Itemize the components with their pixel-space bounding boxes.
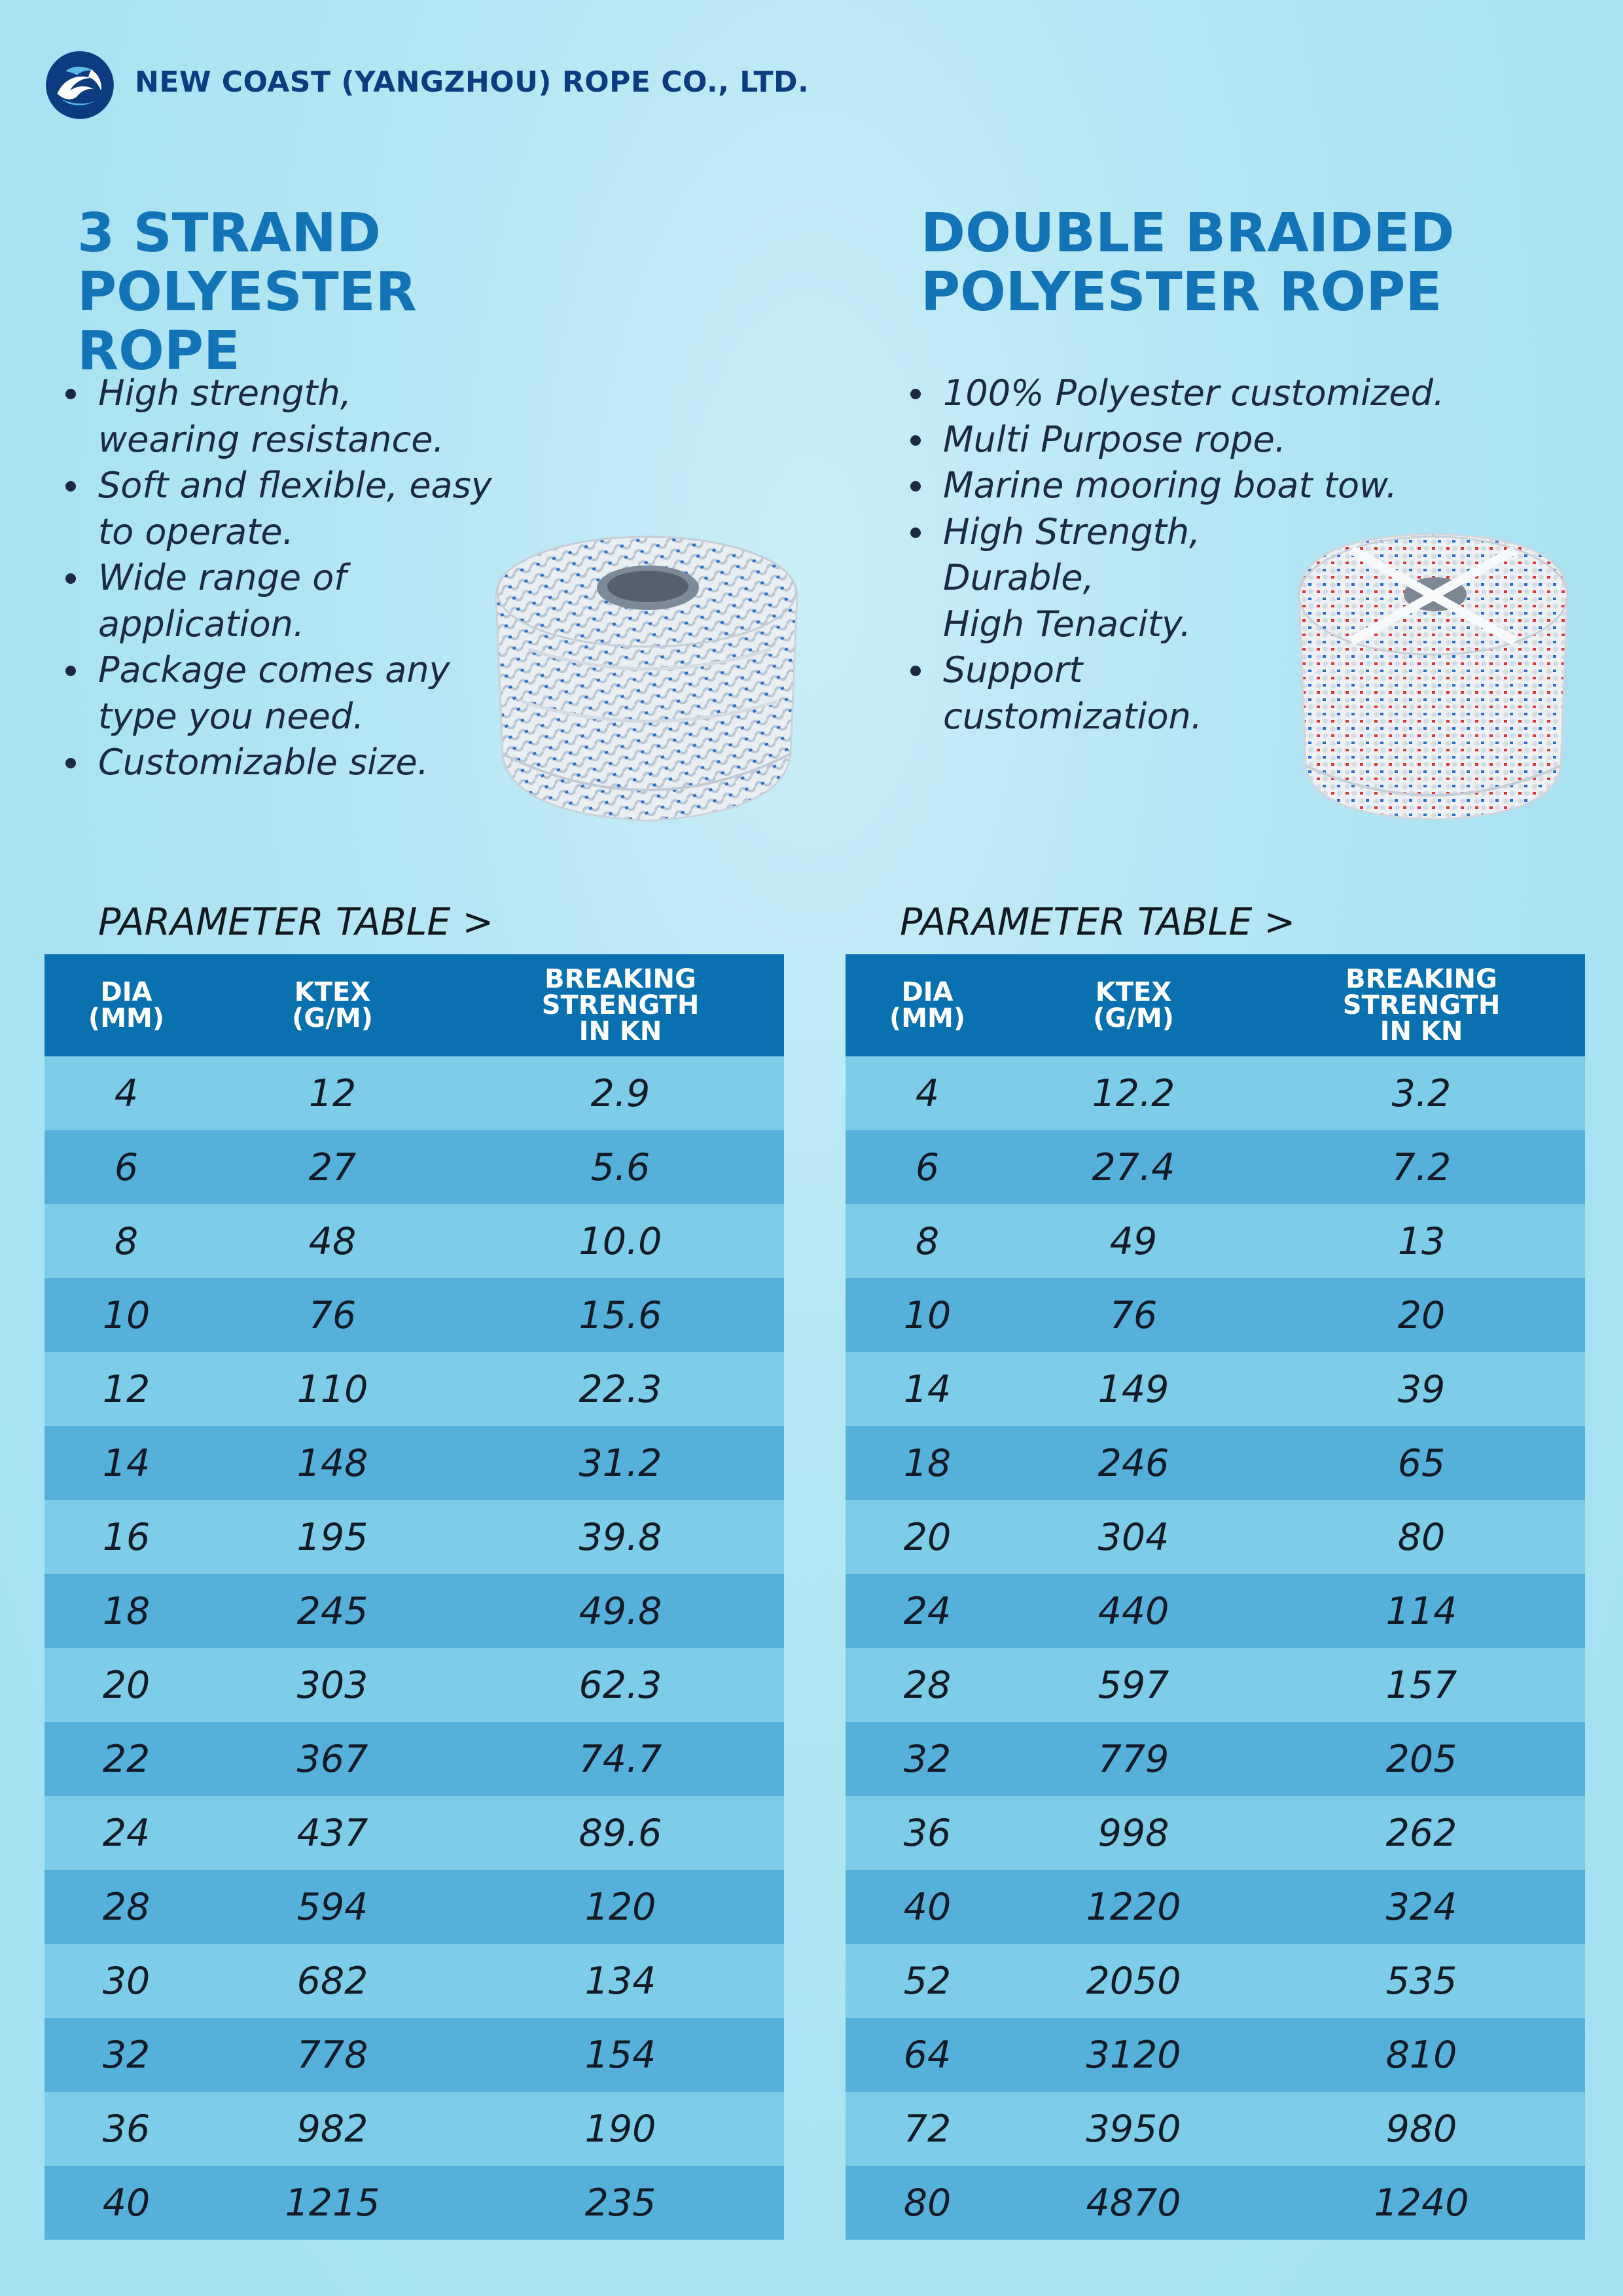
header-line: (MM) — [889, 1003, 966, 1033]
table-body — [846, 1056, 1585, 2240]
cell-ktex: 779 — [1097, 1737, 1169, 1781]
cell-breaking-strength: 980 — [1385, 2107, 1457, 2151]
cell-ktex: 245 — [296, 1589, 368, 1633]
feature-line: Durable, — [943, 557, 1094, 598]
table-row — [45, 2166, 784, 2240]
double-braided-rope-coil-image — [1286, 524, 1580, 825]
cell-breaking-strength: 535 — [1385, 1959, 1457, 2003]
table-row — [846, 1574, 1585, 1648]
table-row — [846, 2092, 1585, 2166]
cell-dia: 72 — [903, 2107, 952, 2151]
product-title-double-braided — [921, 204, 1575, 322]
cell-dia: 24 — [903, 1589, 952, 1633]
cell-ktex: 1215 — [285, 2181, 380, 2225]
cell-ktex: 49 — [1109, 1219, 1158, 1263]
cell-dia: 64 — [903, 2033, 952, 2077]
cell-breaking-strength: 1240 — [1374, 2181, 1469, 2225]
cell-ktex: 195 — [296, 1515, 368, 1559]
cell-dia: 20 — [102, 1663, 151, 1707]
cell-dia: 8 — [915, 1219, 940, 1263]
feature-line: High Strength, — [943, 511, 1201, 552]
header-line: (MM) — [88, 1003, 165, 1033]
cell-ktex: 148 — [296, 1441, 368, 1485]
feature-item — [64, 463, 509, 555]
three-strand-rope-coil-image — [476, 518, 817, 826]
feature-item — [909, 463, 1498, 509]
cell-ktex: 76 — [1109, 1293, 1158, 1337]
table-row — [846, 2018, 1585, 2092]
cell-dia: 30 — [102, 1959, 151, 2003]
feature-line: Customizable size. — [98, 742, 429, 783]
cell-ktex: 110 — [296, 1367, 368, 1411]
cell-breaking-strength: 65 — [1397, 1441, 1446, 1485]
table-row — [846, 1722, 1585, 1796]
cell-ktex: 27.4 — [1092, 1145, 1175, 1189]
header-line: (G/M) — [1093, 1003, 1174, 1033]
cell-dia: 14 — [102, 1441, 151, 1485]
cell-breaking-strength: 120 — [584, 1885, 656, 1929]
feature-line: type you need. — [98, 695, 365, 737]
table-row — [45, 1796, 784, 1870]
feature-line: Multi Purpose rope. — [943, 418, 1286, 460]
cell-dia: 36 — [903, 1811, 952, 1855]
cell-ktex: 982 — [296, 2107, 368, 2151]
table-row — [45, 1500, 784, 1574]
table-row — [846, 1278, 1585, 1352]
feature-line: Package comes any — [98, 649, 450, 691]
cell-breaking-strength: 20 — [1397, 1293, 1446, 1337]
cell-breaking-strength: 235 — [584, 2181, 656, 2225]
table-row — [45, 1352, 784, 1426]
cell-breaking-strength: 89.6 — [579, 1811, 662, 1855]
table-row — [45, 1870, 784, 1944]
cell-dia: 40 — [102, 2181, 151, 2225]
title-line: DOUBLE BRAIDED — [921, 202, 1455, 264]
table-row — [846, 1870, 1585, 1944]
cell-breaking-strength: 49.8 — [579, 1589, 662, 1633]
cell-dia: 6 — [114, 1145, 139, 1189]
cell-breaking-strength: 74.7 — [579, 1737, 662, 1781]
cell-breaking-strength: 15.6 — [579, 1293, 662, 1337]
table-header — [45, 954, 784, 1056]
cell-breaking-strength: 7.2 — [1391, 1145, 1452, 1189]
cell-breaking-strength: 154 — [584, 2033, 656, 2077]
cell-breaking-strength: 2.9 — [590, 1071, 651, 1115]
cell-ktex: 682 — [296, 1959, 368, 2003]
cell-dia: 24 — [102, 1811, 151, 1855]
cell-ktex: 778 — [296, 2033, 368, 2077]
cell-breaking-strength: 324 — [1385, 1885, 1457, 1929]
cell-dia: 20 — [903, 1515, 952, 1559]
cell-dia: 10 — [102, 1293, 151, 1337]
header-line: IN KN — [1380, 1016, 1463, 1047]
cell-ktex: 304 — [1097, 1515, 1169, 1559]
cell-ktex: 12.2 — [1092, 1071, 1175, 1115]
cell-dia: 80 — [903, 2181, 952, 2225]
cell-ktex: 3120 — [1086, 2033, 1181, 2077]
header-line: DIA — [100, 977, 152, 1007]
feature-line: wearing resistance. — [98, 418, 444, 460]
title-line: 3 STRAND POLYESTER — [77, 202, 417, 323]
header-line: DIA — [901, 977, 954, 1007]
feature-line: Marine mooring boat tow. — [943, 465, 1397, 506]
header-line: (G/M) — [292, 1003, 373, 1033]
feature-item — [64, 370, 509, 463]
table-row — [846, 2166, 1585, 2240]
cell-ktex: 437 — [296, 1811, 368, 1855]
feature-line: Soft and flexible, easy — [98, 465, 492, 506]
feature-item — [909, 417, 1498, 463]
cell-ktex: 48 — [308, 1219, 357, 1263]
table-row — [45, 2092, 784, 2166]
cell-breaking-strength: 157 — [1385, 1663, 1457, 1707]
cell-dia: 6 — [915, 1145, 940, 1189]
cell-breaking-strength: 5.6 — [590, 1145, 651, 1189]
cell-ktex: 2050 — [1086, 1959, 1181, 2003]
table-row — [45, 1204, 784, 1278]
header-breaking-strength — [1258, 954, 1585, 1056]
cell-ktex: 1220 — [1086, 1885, 1181, 1929]
table-row — [846, 1056, 1585, 1130]
cell-dia: 14 — [903, 1367, 952, 1411]
cell-dia: 16 — [102, 1515, 151, 1559]
feature-item — [64, 647, 509, 740]
header-line: BREAKING — [1346, 964, 1497, 994]
parameter-table-right — [846, 954, 1585, 2240]
feature-item — [64, 740, 509, 786]
cell-breaking-strength: 114 — [1385, 1589, 1457, 1633]
table-row — [45, 1648, 784, 1722]
cell-dia: 32 — [102, 2033, 151, 2077]
table-body — [45, 1056, 784, 2240]
cell-breaking-strength: 10.0 — [579, 1219, 662, 1263]
header-ktex — [208, 954, 457, 1056]
cell-dia: 12 — [102, 1367, 151, 1411]
table-row — [846, 1352, 1585, 1426]
cell-dia: 4 — [915, 1071, 940, 1115]
feature-line: to operate. — [98, 511, 294, 552]
cell-ktex: 246 — [1097, 1441, 1169, 1485]
cell-dia: 40 — [903, 1885, 952, 1929]
cell-breaking-strength: 190 — [584, 2107, 656, 2151]
cell-dia: 28 — [903, 1663, 952, 1707]
feature-list-left — [64, 370, 509, 786]
parameter-table-title-left: PARAMETER TABLE > — [98, 901, 494, 944]
cell-dia: 18 — [903, 1441, 952, 1485]
cell-ktex: 76 — [308, 1293, 357, 1337]
cell-ktex: 3950 — [1086, 2107, 1181, 2151]
cell-dia: 32 — [903, 1737, 952, 1781]
cell-breaking-strength: 39 — [1397, 1367, 1446, 1411]
cell-breaking-strength: 62.3 — [579, 1663, 662, 1707]
feature-item — [909, 370, 1498, 417]
cell-ktex: 12 — [308, 1071, 357, 1115]
cell-dia: 18 — [102, 1589, 151, 1633]
cell-breaking-strength: 39.8 — [579, 1515, 662, 1559]
header-line: KTEX — [1095, 977, 1172, 1007]
table-row — [45, 2018, 784, 2092]
company-logo-icon — [45, 50, 115, 120]
table-row — [45, 1944, 784, 2018]
cell-dia: 4 — [114, 1071, 139, 1115]
company-name: NEW COAST (YANGZHOU) ROPE CO., LTD. — [135, 65, 810, 99]
cell-dia: 8 — [114, 1219, 139, 1263]
cell-ktex: 27 — [308, 1145, 357, 1189]
table-row — [846, 1944, 1585, 2018]
table-row — [45, 1278, 784, 1352]
cell-breaking-strength: 262 — [1385, 1811, 1457, 1855]
header-dia — [45, 954, 208, 1056]
table-row — [45, 1056, 784, 1130]
cell-dia: 36 — [102, 2107, 151, 2151]
header-line: KTEX — [294, 977, 371, 1007]
table-row — [846, 1648, 1585, 1722]
feature-item — [64, 555, 509, 647]
header-breaking-strength — [457, 954, 784, 1056]
product-title-3-strand — [77, 204, 732, 381]
cell-breaking-strength: 22.3 — [579, 1367, 662, 1411]
feature-line: customization. — [943, 695, 1202, 737]
cell-ktex: 149 — [1097, 1367, 1169, 1411]
parameter-table-title-right: PARAMETER TABLE > — [900, 901, 1296, 944]
table-row — [846, 1130, 1585, 1204]
table-row — [45, 1574, 784, 1648]
cell-ktex: 998 — [1097, 1811, 1169, 1855]
table-row — [846, 1500, 1585, 1574]
feature-line: Wide range of — [98, 557, 347, 598]
cell-breaking-strength: 134 — [584, 1959, 656, 2003]
table-row — [45, 1426, 784, 1500]
header-dia — [846, 954, 1009, 1056]
cell-breaking-strength: 3.2 — [1391, 1071, 1452, 1115]
cell-breaking-strength: 205 — [1385, 1737, 1457, 1781]
cell-dia: 22 — [102, 1737, 151, 1781]
cell-breaking-strength: 80 — [1397, 1515, 1446, 1559]
parameter-table-left — [45, 954, 784, 2240]
cell-breaking-strength: 13 — [1397, 1219, 1446, 1263]
cell-ktex: 303 — [296, 1663, 368, 1707]
title-line: ROPE — [77, 320, 240, 382]
cell-ktex: 4870 — [1086, 2181, 1181, 2225]
cell-dia: 10 — [903, 1293, 952, 1337]
cell-ktex: 594 — [296, 1885, 368, 1929]
header-line: STRENGTH — [1342, 990, 1501, 1020]
table-row — [45, 1130, 784, 1204]
table-header — [846, 954, 1585, 1056]
header-ktex — [1009, 954, 1258, 1056]
feature-line: High strength, — [98, 372, 352, 414]
table-row — [846, 1426, 1585, 1500]
table-row — [846, 1204, 1585, 1278]
feature-line: Support — [943, 649, 1083, 691]
header-line: STRENGTH — [541, 990, 700, 1020]
table-row — [45, 1722, 784, 1796]
cell-breaking-strength: 810 — [1385, 2033, 1457, 2077]
table-row — [846, 1796, 1585, 1870]
title-line: POLYESTER ROPE — [921, 261, 1442, 323]
cell-ktex: 367 — [296, 1737, 368, 1781]
header-line: IN KN — [579, 1016, 662, 1047]
cell-dia: 52 — [903, 1959, 952, 2003]
header-line: BREAKING — [544, 964, 696, 994]
cell-breaking-strength: 31.2 — [579, 1441, 662, 1485]
feature-line: 100% Polyester customized. — [943, 372, 1445, 414]
cell-dia: 28 — [102, 1885, 151, 1929]
cell-ktex: 440 — [1097, 1589, 1169, 1633]
feature-line: application. — [98, 603, 305, 645]
cell-ktex: 597 — [1097, 1663, 1169, 1707]
feature-line: High Tenacity. — [943, 603, 1191, 645]
